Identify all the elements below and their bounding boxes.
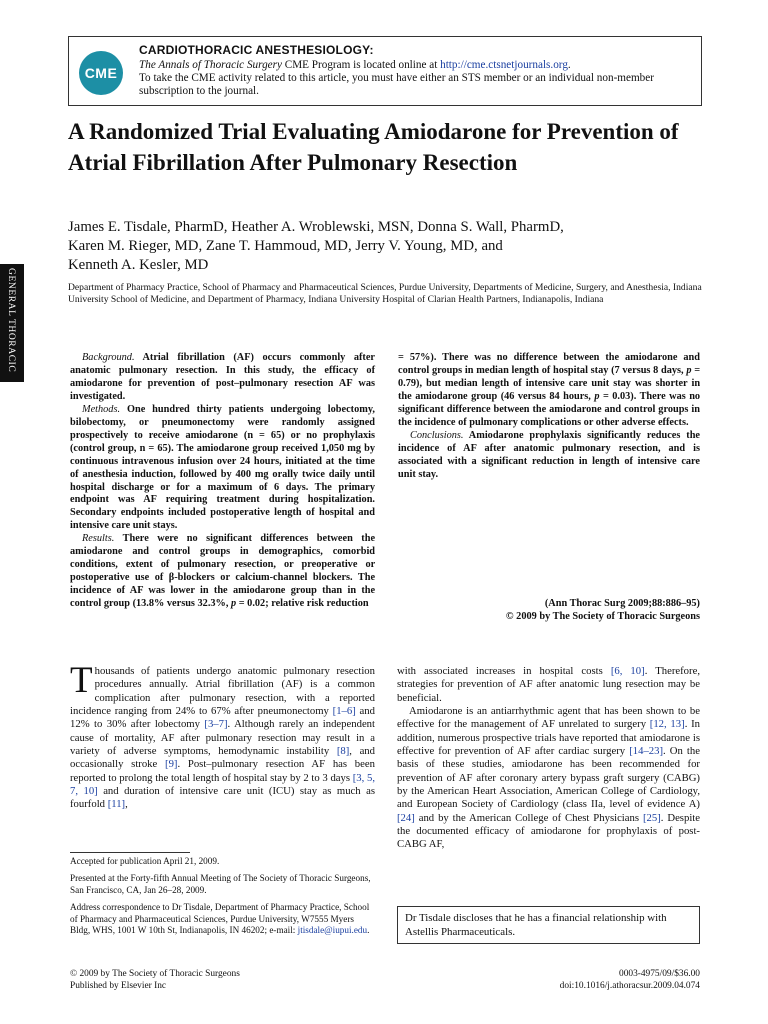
abstract-text: no bbox=[186, 533, 198, 545]
abstract-text: control bbox=[398, 364, 430, 376]
abstract-text: demographics, bbox=[258, 546, 323, 558]
abstract-text: shorter bbox=[655, 377, 688, 389]
author-name: Kenneth A. Kesler, bbox=[68, 257, 181, 273]
abstract-text: (7 bbox=[611, 364, 620, 376]
abstract-text: stay bbox=[613, 377, 631, 389]
footnote-presented: Presented at the Forty-fifth Annual Meeting of The Society of Thoracic Surgeons, San Francisco, CA, Jan 26–28, 2009. bbox=[70, 873, 371, 895]
body-text: . Post–pulmonary resection AF has been reported to prolong the total length of hospital stay by 2 to 3 days bbox=[70, 758, 375, 784]
abstract-text: pulmonary bbox=[469, 416, 518, 428]
abstract-text: of bbox=[160, 559, 170, 571]
abstract-text: Amiodarone prophylaxis significantly reduces the incidence of AF after anatomic pulmonary resection, and is associated with a significant reduction in length of intensive care unit stay. bbox=[398, 429, 700, 480]
citation-copyright: © 2009 by The Society of Thoracic Surgeons bbox=[505, 610, 700, 622]
abstract-text: in bbox=[347, 585, 357, 597]
abstract-text: The bbox=[357, 572, 376, 584]
body-column-right bbox=[397, 665, 700, 852]
abstract-text: and bbox=[604, 403, 622, 415]
abstract-text bbox=[118, 559, 126, 570]
body-text: . Therefore, strategies for prevention of AF after anatomic lung resection may be beneficial. bbox=[397, 665, 700, 704]
author-name: James E. Tisdale, bbox=[68, 219, 171, 235]
cme-logo: CME bbox=[79, 51, 123, 95]
abstract-text: = bbox=[602, 390, 609, 402]
abstract-text: significant bbox=[398, 403, 444, 415]
cme-notice-box bbox=[68, 36, 702, 106]
abstract-text: the bbox=[361, 533, 376, 545]
abstract-label: Results. bbox=[82, 533, 115, 545]
abstract-text: Atrial fibrillation (AF) occurs commonly after anatomic pulmonary resection. In this study, the efficacy of amiodarone for prevention of post–pulmonary resection AF was investigated. bbox=[70, 352, 375, 402]
cme-line1-end: . bbox=[567, 59, 571, 71]
abstract-text: length bbox=[511, 364, 539, 376]
abstract-text: was bbox=[148, 585, 166, 597]
abstract-column-right bbox=[398, 352, 700, 482]
abstract-text: effects. bbox=[657, 416, 689, 428]
abstract-text: 57%). bbox=[409, 352, 437, 363]
abstract-text: other bbox=[595, 416, 620, 428]
abstract-text: amiodarone bbox=[232, 585, 286, 597]
abstract-methods bbox=[70, 404, 375, 534]
abstract-text: of bbox=[541, 364, 551, 376]
abstract-text: than bbox=[322, 585, 343, 597]
drop-cap: T bbox=[70, 660, 93, 701]
body-column-left bbox=[70, 660, 376, 812]
reference-link[interactable]: [14–23] bbox=[629, 745, 664, 758]
footnote-address-end: . bbox=[367, 925, 370, 936]
body-text: . Although rarely an independent cause of mortality, AF after pulmonary resection may result in a variety of adverse symptoms, hemodynamic instability bbox=[70, 718, 375, 758]
body-text: and duration of intensive care unit (ICU) stay as much as fourfold bbox=[70, 785, 376, 811]
cme-text bbox=[139, 59, 699, 97]
body-text: , and occasionally stroke bbox=[70, 745, 375, 771]
abstract-text bbox=[149, 533, 158, 544]
disclosure-box bbox=[397, 906, 700, 944]
abstract-text: reduction bbox=[326, 598, 369, 610]
abstract-text: use bbox=[134, 572, 150, 584]
abstract-text: the bbox=[532, 403, 547, 415]
abstract-text: in bbox=[691, 377, 701, 389]
abstract-text: (46 bbox=[500, 390, 515, 402]
abstract-text: was bbox=[474, 352, 491, 363]
abstract-text: 0.02; bbox=[247, 598, 269, 610]
reference-link[interactable]: [11] bbox=[107, 798, 126, 811]
abstract-text: There bbox=[122, 533, 149, 545]
abstract-text bbox=[122, 546, 132, 557]
citation-block bbox=[398, 598, 700, 624]
body-text: housands of patients undergo anatomic pulmonary resection procedures annually. Atrial fibrillation (AF) is a common complication after pulmonary resection, with a reported incidence ranging from 24% to 67% after pneumonectomy bbox=[70, 665, 375, 718]
abstract-text: the bbox=[398, 390, 412, 402]
abstract-results bbox=[70, 533, 375, 611]
abstract-text: the bbox=[361, 585, 376, 597]
abstract-label: Conclusions. bbox=[410, 429, 464, 441]
author-degree: MD, bbox=[170, 238, 206, 254]
abstract-text: versus bbox=[517, 390, 546, 402]
abstract-text: control bbox=[624, 403, 656, 415]
abstract-text: the bbox=[213, 585, 228, 597]
body-text: , bbox=[125, 798, 128, 811]
abstract-text: amiodarone bbox=[549, 403, 602, 415]
footer-publisher: Published by Elsevier Inc bbox=[70, 981, 167, 991]
abstract-text: length bbox=[481, 377, 510, 389]
body-paragraph bbox=[397, 705, 700, 852]
abstract-text: in bbox=[691, 403, 700, 415]
abstract-text: preoperative bbox=[301, 559, 358, 571]
abstract-text: group bbox=[471, 390, 498, 402]
abstract-text bbox=[230, 546, 240, 557]
abstract-column-left bbox=[70, 352, 375, 611]
reference-link[interactable]: [3, 5, 7, 10] bbox=[70, 771, 376, 798]
abstract-text: risk bbox=[306, 598, 324, 610]
abstract-text bbox=[249, 546, 259, 557]
affiliations: Department of Pharmacy Practice, School of Pharmacy and Pharmaceutical Sciences, Purdue University, Departments of Medicine, Surgery, and Anesthesia, Indiana University School of Medicine, and Department of Pharmacy, Indiana University Hospital of Clarian Health Partners, Indianapolis, Indiana bbox=[68, 282, 702, 306]
abstract-label: Methods. bbox=[82, 403, 121, 415]
abstract-text bbox=[276, 559, 284, 570]
author-degree: MSN, bbox=[374, 219, 418, 235]
reference-link[interactable]: [25] bbox=[642, 811, 661, 824]
footer-doi: doi:10.1016/j.athoracsur.2009.04.074 bbox=[559, 981, 700, 991]
abstract-text: groups bbox=[199, 546, 231, 558]
author-name: Donna S. Wall, bbox=[417, 219, 508, 235]
abstract-text: median bbox=[444, 377, 478, 389]
section-side-tab-label: GENERAL THORACIC bbox=[6, 268, 16, 373]
abstract-text: of bbox=[116, 585, 126, 597]
abstract-text: incidence bbox=[414, 416, 456, 428]
abstract-text: amiodarone bbox=[625, 352, 678, 363]
body-text: . Despite the documented efficacy of amiodarone for prophylaxis of post-CABG AF, bbox=[397, 811, 700, 851]
body-text: . In addition, numerous prospective trials have reported that amiodarone is effective for prevention of AF after cardiac surgery bbox=[397, 718, 700, 758]
abstract-text: = bbox=[238, 598, 245, 610]
author-name: Zane T. Hammoud, bbox=[205, 238, 321, 254]
abstract-text: in bbox=[240, 546, 249, 558]
abstract-text: or bbox=[583, 416, 594, 428]
abstract-text: β-blockers bbox=[168, 572, 215, 584]
author-degree: PharmD, bbox=[170, 219, 232, 235]
footnote-address-text: Address correspondence to Dr Tisdale, Department of Pharmacy Practice, School of Pharmacy and Pharmaceutical Sciences, Purdue University, W7555 Myers Bldg, WHS, 1001 W 10th St, Indianapolis, IN 46202; e-mail: bbox=[70, 902, 370, 936]
abstract-text bbox=[323, 546, 333, 557]
body-text: Amiodarone is an antiarrhythmic agent that has been shown to be effective for the management of AF unrelated to surgery bbox=[397, 705, 700, 731]
abstract-text: or bbox=[283, 559, 294, 571]
abstract-text: difference bbox=[446, 403, 491, 415]
journal-citation: (Ann Thorac Surg 2009;88:886–95) bbox=[544, 598, 700, 609]
abstract-text: There bbox=[442, 352, 469, 363]
abstract-text: stay bbox=[590, 364, 609, 376]
abstract-text: One hundred thirty patients undergoing lobectomy, bilobectomy, or pneumonectomy were randomly assigned prospectively to receive amiodarone (n = 65) or no prophylaxis (control group, n = 65). The amiodarone group received 1,050 mg by continuous intravenous infusion over 24 hours, initiated at the time of anesthesia induction, followed by 400 mg orally twice daily until hospital discharge or for a maximum of 6 days. The primary endpoint was AF requiring treatment during hospitalization. Secondary endpoints included postoperative length of hospital and intensive care unit stays. bbox=[70, 403, 375, 532]
abstract-text: in bbox=[464, 364, 474, 376]
reference-link[interactable]: [3–7] bbox=[204, 718, 228, 731]
footer-issn: 0003-4975/09/$36.00 bbox=[619, 969, 700, 979]
abstract-text: was bbox=[669, 390, 686, 402]
abstract-text: difference bbox=[513, 352, 558, 363]
footer-right bbox=[420, 968, 700, 992]
abstract-text: significant bbox=[206, 533, 252, 545]
abstract-text: was bbox=[634, 377, 652, 389]
abstract-text: groups bbox=[432, 364, 463, 376]
abstract-text: calcium-channel bbox=[235, 572, 308, 584]
abstract-text: intensive bbox=[525, 377, 565, 389]
abstract-text: no bbox=[496, 352, 508, 363]
abstract-text: of bbox=[154, 572, 164, 584]
abstract-text: care bbox=[568, 377, 588, 389]
reference-link[interactable]: [9] bbox=[165, 758, 178, 771]
abstract-text: adverse bbox=[621, 416, 656, 428]
body-text: . On the basis of these studies, amiodarone has been recommended for prevention of AF after coronary artery bypass graft surgery (CABG) by the American Heart Association, American College of Cardiology, and European Society of Cardiology (class IIa, level of evidence A) bbox=[397, 745, 700, 811]
abstract-text: but bbox=[426, 377, 441, 389]
abstract-text: There bbox=[639, 390, 666, 402]
abstract-text: = bbox=[694, 364, 701, 376]
footer-copyright: © 2009 by The Society of Thoracic Surgeons bbox=[70, 969, 240, 979]
section-side-tab bbox=[0, 264, 24, 382]
author-conjunction: and bbox=[481, 238, 503, 254]
footer-left bbox=[70, 968, 370, 992]
abstract-label: Background. bbox=[82, 352, 135, 363]
abstract-text: blockers. bbox=[312, 572, 353, 584]
abstract-text: = bbox=[398, 352, 404, 363]
body-text: and 12% to 30% after lobectomy bbox=[70, 705, 375, 731]
abstract-text: group bbox=[290, 585, 317, 597]
reference-link[interactable]: [6, 10] bbox=[610, 665, 645, 677]
abstract-text: the bbox=[398, 416, 412, 428]
abstract-text: between bbox=[563, 352, 600, 363]
abstract-text: 84 bbox=[549, 390, 560, 402]
cme-line2: To take the CME activity related to this article, you must have either an STS member or an individual non-member subscription to the journal. bbox=[139, 71, 654, 97]
abstract-text: no bbox=[689, 390, 701, 402]
abstract-text bbox=[114, 533, 122, 544]
abstract-text: control bbox=[158, 546, 191, 558]
abstract-text: between bbox=[493, 403, 530, 415]
abstract-text bbox=[308, 533, 317, 544]
abstract-text: of bbox=[513, 377, 522, 389]
abstract-text: hours, bbox=[563, 390, 591, 402]
disclosure-text: Dr Tisdale discloses that he has a financial relationship with Astellis Pharmaceuticals. bbox=[405, 912, 667, 938]
abstract-text: versus bbox=[166, 598, 195, 610]
abstract-text: (13.8% bbox=[132, 598, 165, 610]
abstract-p-symbol: p bbox=[594, 390, 600, 402]
abstract-text bbox=[294, 559, 302, 570]
abstract-text: complications bbox=[520, 416, 582, 428]
abstract-text: or bbox=[220, 572, 230, 584]
abstract-text: amiodarone bbox=[415, 390, 468, 402]
author-degree: MD, bbox=[446, 238, 482, 254]
abstract-text: group bbox=[103, 598, 130, 610]
abstract-text bbox=[153, 559, 161, 570]
abstract-text: resection, bbox=[234, 559, 276, 571]
abstract-text bbox=[198, 533, 207, 544]
footnote-divider bbox=[70, 852, 190, 853]
email-link[interactable]: jtisdale@iupui.edu bbox=[297, 925, 368, 936]
reference-link[interactable]: [8] bbox=[336, 745, 350, 758]
abstract-text: relative bbox=[271, 598, 305, 610]
body-paragraph bbox=[397, 665, 700, 705]
author-degree: MD bbox=[180, 257, 209, 273]
abstract-text: amiodarone bbox=[70, 546, 123, 558]
abstract-text: and bbox=[132, 546, 149, 558]
footnotes bbox=[70, 856, 375, 942]
abstract-text: and bbox=[683, 352, 701, 363]
reference-link[interactable]: [12, 13] bbox=[649, 718, 685, 731]
abstract-p-symbol: p bbox=[686, 364, 692, 376]
abstract-text: differences bbox=[260, 533, 309, 545]
abstract-text: between bbox=[316, 533, 353, 545]
author-degree: PharmD, bbox=[507, 219, 564, 235]
abstract-text: postoperative bbox=[70, 572, 130, 584]
abstract-text: control bbox=[70, 598, 102, 610]
body-paragraph bbox=[70, 660, 376, 812]
author-name: Heather A. Wroblewski, bbox=[231, 219, 375, 235]
abstract-p-symbol: p bbox=[230, 598, 237, 610]
body-text: with associated increases in hospital costs bbox=[397, 665, 611, 677]
abstract-conclusions bbox=[398, 430, 700, 482]
abstract-text: comorbid bbox=[332, 546, 376, 558]
body-text: and by the American College of Chest Physicians bbox=[414, 811, 643, 824]
author-list bbox=[68, 218, 708, 275]
abstract-text: 0.03). bbox=[612, 390, 637, 402]
abstract-text: 0.79), bbox=[398, 377, 423, 389]
cme-journal-name: The Annals of Thoracic Surgery bbox=[139, 59, 282, 71]
reference-link[interactable]: [1–6] bbox=[332, 705, 356, 718]
cme-heading: CARDIOTHORACIC ANESTHESIOLOGY: bbox=[139, 43, 374, 57]
abstract-results bbox=[398, 352, 700, 430]
abstract-text: extent bbox=[125, 559, 153, 571]
abstract-text: or bbox=[365, 559, 375, 571]
footnote-accepted: Accepted for publication April 21, 2009. bbox=[70, 856, 220, 866]
abstract-text: 32.3%, bbox=[197, 598, 229, 610]
abstract-background bbox=[70, 352, 375, 404]
abstract-text: hospital bbox=[553, 364, 588, 376]
abstract-text bbox=[190, 546, 200, 557]
abstract-text: pulmonary bbox=[177, 559, 227, 571]
abstract-text: AF bbox=[129, 585, 144, 597]
author-name: Jerry V. Young, bbox=[355, 238, 447, 254]
abstract-text: incidence bbox=[70, 585, 112, 597]
abstract-text: median bbox=[476, 364, 509, 376]
footnote-address bbox=[70, 902, 375, 936]
cme-url-link[interactable]: http://cme.ctsnetjournals.org bbox=[440, 59, 568, 71]
abstract-text: were bbox=[157, 533, 179, 545]
abstract-text: the bbox=[605, 352, 620, 363]
abstract-text: days, bbox=[661, 364, 684, 376]
reference-link[interactable]: [24] bbox=[397, 811, 415, 824]
abstract-text: groups bbox=[658, 403, 689, 415]
abstract-text bbox=[178, 533, 187, 544]
abstract-text: unit bbox=[591, 377, 610, 389]
abstract-text: in bbox=[200, 585, 209, 597]
abstract-text: of bbox=[458, 416, 467, 428]
author-degree: MD, bbox=[320, 238, 356, 254]
author-name: Karen M. Rieger, bbox=[68, 238, 171, 254]
article-title: A Randomized Trial Evaluating Amiodarone for Prevention of Atrial Fibrillation After Pulmonary Resection bbox=[68, 119, 679, 175]
abstract-text: conditions, bbox=[70, 559, 118, 571]
abstract-text: 8 bbox=[653, 364, 659, 376]
abstract-text bbox=[226, 559, 234, 570]
abstract-text: versus bbox=[622, 364, 651, 376]
abstract-text: lower bbox=[170, 585, 195, 597]
cme-line1: CME Program is located online at bbox=[281, 59, 441, 71]
abstract-text bbox=[149, 546, 159, 557]
